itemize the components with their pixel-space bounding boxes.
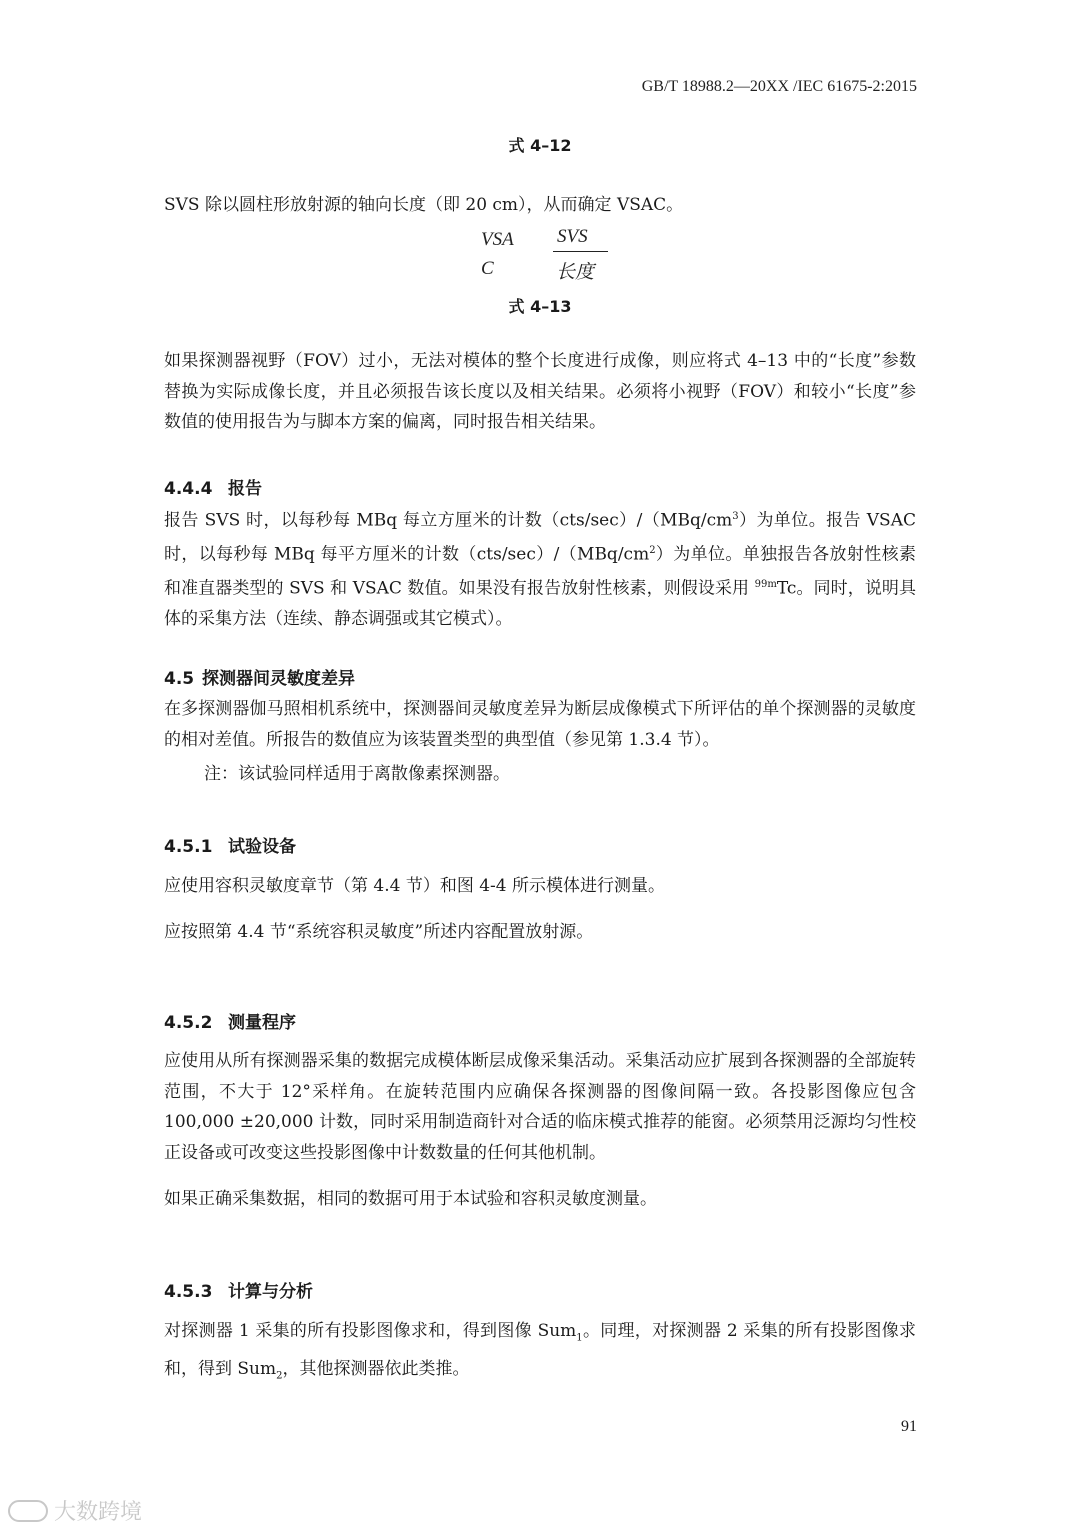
- note: 注：该试验同样适用于离散像素探测器。: [204, 764, 510, 784]
- svs-intro-paragraph: SVS 除以圆柱形放射源的轴向长度（即 20 cm），从而确定 VSAC。: [164, 195, 684, 215]
- section-heading-4-4-4: [164, 474, 262, 499]
- section-heading-4-5-3: [164, 1277, 313, 1302]
- formula-lhs-top: VSA: [481, 229, 514, 250]
- section-title: 计算与分析: [228, 1282, 313, 1302]
- section-title: 试验设备: [228, 837, 296, 857]
- fraction-line: [553, 251, 608, 252]
- sensitivity-difference-paragraph: 在多探测器伽马照相机系统中，探测器间灵敏度差异为断层成像模式下所评估的单个探测器的灵敏度的相对差值。所报告的数值应为该装置类型的典型值（参见第 1.3.4 节）。: [164, 699, 916, 750]
- section-title: 报告: [228, 479, 262, 499]
- equation-label-4-12: 式 4–12: [508, 136, 572, 155]
- section-heading-4-5-2: [164, 1008, 296, 1033]
- formula-numerator: SVS: [557, 226, 588, 247]
- section-title: 测量程序: [228, 1013, 296, 1033]
- fov-paragraph: 如果探测器视野（FOV）过小，无法对模体的整个长度进行成像，则应将式 4–13 中的“长度”参数替换为实际成像长度，并且必须报告该长度以及相关结果。必须将小视野（FOV）和较小“长度”参数值的使用报告为与脚本方案的偏离，同时报告相关结果。: [164, 351, 916, 432]
- section-heading-4-5-1: [164, 832, 296, 857]
- formula-lhs-bottom: C: [481, 258, 494, 279]
- section-heading-4-5: [164, 664, 355, 689]
- equipment-paragraph-2: 应按照第 4.4 节“系统容积灵敏度”所述内容配置放射源。: [164, 922, 594, 942]
- watermark-logo-icon: [8, 1500, 48, 1522]
- equipment-paragraph-1: 应使用容积灵敏度章节（第 4.4 节）和图 4-4 所示模体进行测量。: [164, 876, 666, 896]
- section-title: 探测器间灵敏度差异: [202, 669, 355, 689]
- calculation-paragraph: 对探测器 1 采集的所有投影图像求和，得到图像 Sum$_1$。同理，对探测器 2 采集的所有投影图像求和，得到 Sum$_2$，其他探测器依此类推。: [164, 1321, 916, 1382]
- section-number: 4.5.2: [164, 1013, 213, 1033]
- procedure-paragraph-2: 如果正确采集数据，相同的数据可用于本试验和容积灵敏度测量。: [164, 1189, 657, 1209]
- watermark-text: 大数跨境: [54, 1500, 143, 1525]
- section-number: 4.4.4: [164, 479, 213, 499]
- equation-label-4-13: 式 4–13: [508, 297, 572, 316]
- page-number: 91: [901, 1418, 917, 1435]
- document-header: GB/T 18988.2—20XX /IEC 61675-2:2015: [641, 78, 917, 95]
- watermark: [8, 1495, 142, 1526]
- report-paragraph: 报告 SVS 时，以每秒每 MBq 每立方厘米的计数$(cts/\sec)/(MBq/cm^3)$为单位。报告 VSAC 时，以每秒每 MBq 每平方厘米的计数$(cts/\sec)/(MBq/cm^2)$为单位。单独报告各放射性核素和准直器类型的 SVS 和 VSAC 数值。如果没有报告放射性核素，则假设采用 $^{99m}$Tc。同时，说明具体的采集方法（连续、静态调强或其它模式）。: [164, 510, 917, 630]
- section-number: 4.5.1: [164, 837, 213, 857]
- formula-denominator: 长度: [556, 262, 595, 283]
- procedure-paragraph-1: 应使用从所有探测器采集的数据完成模体断层成像采集活动。采集活动应扩展到各探测器的全部旋转范围，不大于 12°采样角。在旋转范围内应确保各探测器的图像间隔一致。各投影图像应包含 100,000 ±20,000 计数，同时采用制造商针对合适的临床模式推荐的能窗。必须禁用泛源均匀性校正设备或可改变这些投影图像中计数数量的任何其他机制。: [164, 1051, 916, 1163]
- section-number: 4.5.3: [164, 1282, 213, 1302]
- section-number: 4.5: [164, 669, 195, 689]
